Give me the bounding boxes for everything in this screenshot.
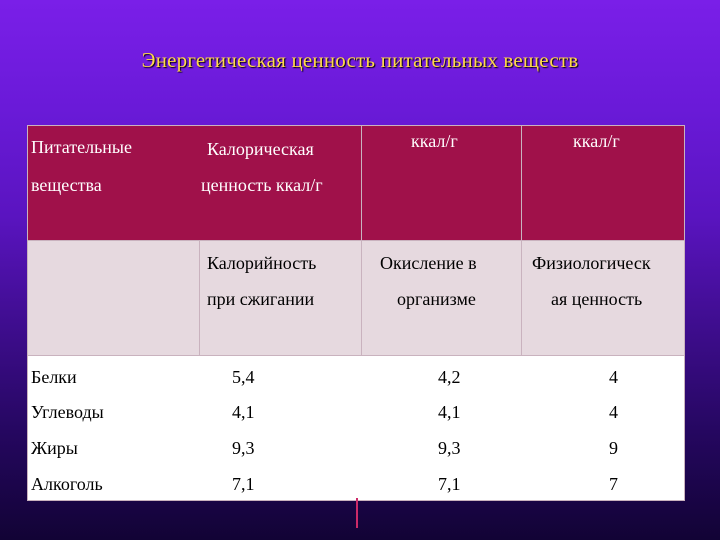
grid-line [27, 355, 685, 356]
header-kcal-1: ккал/г [411, 131, 458, 151]
subheader-oxidation-line1: Окисление в [380, 253, 477, 273]
subheader-empty-cell [27, 240, 199, 355]
grid-line [361, 125, 362, 355]
row-burn-alcohol: 7,1 [232, 474, 255, 494]
row-name-alcohol: Алкоголь [31, 474, 103, 494]
slide-title: Энергетическая ценность питательных веществ [141, 48, 579, 72]
table-body [27, 355, 685, 501]
subheader-physiological-line2: ая ценность [551, 289, 643, 309]
row-oxid-proteins: 4,2 [438, 367, 461, 387]
row-oxid-alcohol: 7,1 [438, 474, 461, 494]
subheader-oxidation-line2: организме [397, 289, 476, 309]
grid-line [27, 125, 28, 501]
row-phys-fats: 9 [609, 438, 618, 458]
row-phys-proteins: 4 [609, 367, 618, 387]
row-burn-carbs: 4,1 [232, 402, 255, 422]
row-phys-carbs: 4 [609, 402, 618, 422]
grid-line [27, 125, 685, 126]
row-name-fats: Жиры [31, 438, 78, 458]
grid-line [199, 240, 200, 355]
row-name-carbs: Углеводы [31, 402, 104, 422]
header-nutrients-line1: Питательные [31, 137, 133, 157]
energy-value-table [27, 125, 685, 501]
row-burn-proteins: 5,4 [232, 367, 255, 387]
row-oxid-carbs: 4,1 [438, 402, 461, 422]
grid-line [27, 240, 685, 241]
row-name-proteins: Белки [31, 367, 77, 387]
row-oxid-fats: 9,3 [438, 438, 461, 458]
row-burn-fats: 9,3 [232, 438, 255, 458]
header-kcal-2: ккал/г [573, 131, 620, 151]
grid-line [521, 125, 522, 355]
subheader-burning-line2: при сжигании [207, 289, 315, 309]
subheader-physiological-line1: Физиологическ [532, 253, 651, 273]
subheader-burning-line1: Калорийность [207, 253, 317, 273]
decorative-divider [356, 498, 358, 528]
header-calorific-line2: ценность ккал/г [201, 175, 323, 195]
row-phys-alcohol: 7 [609, 474, 618, 494]
grid-line [684, 125, 685, 501]
header-nutrients-line2: вещества [31, 175, 102, 195]
header-calorific-line1: Калорическая [207, 139, 314, 159]
